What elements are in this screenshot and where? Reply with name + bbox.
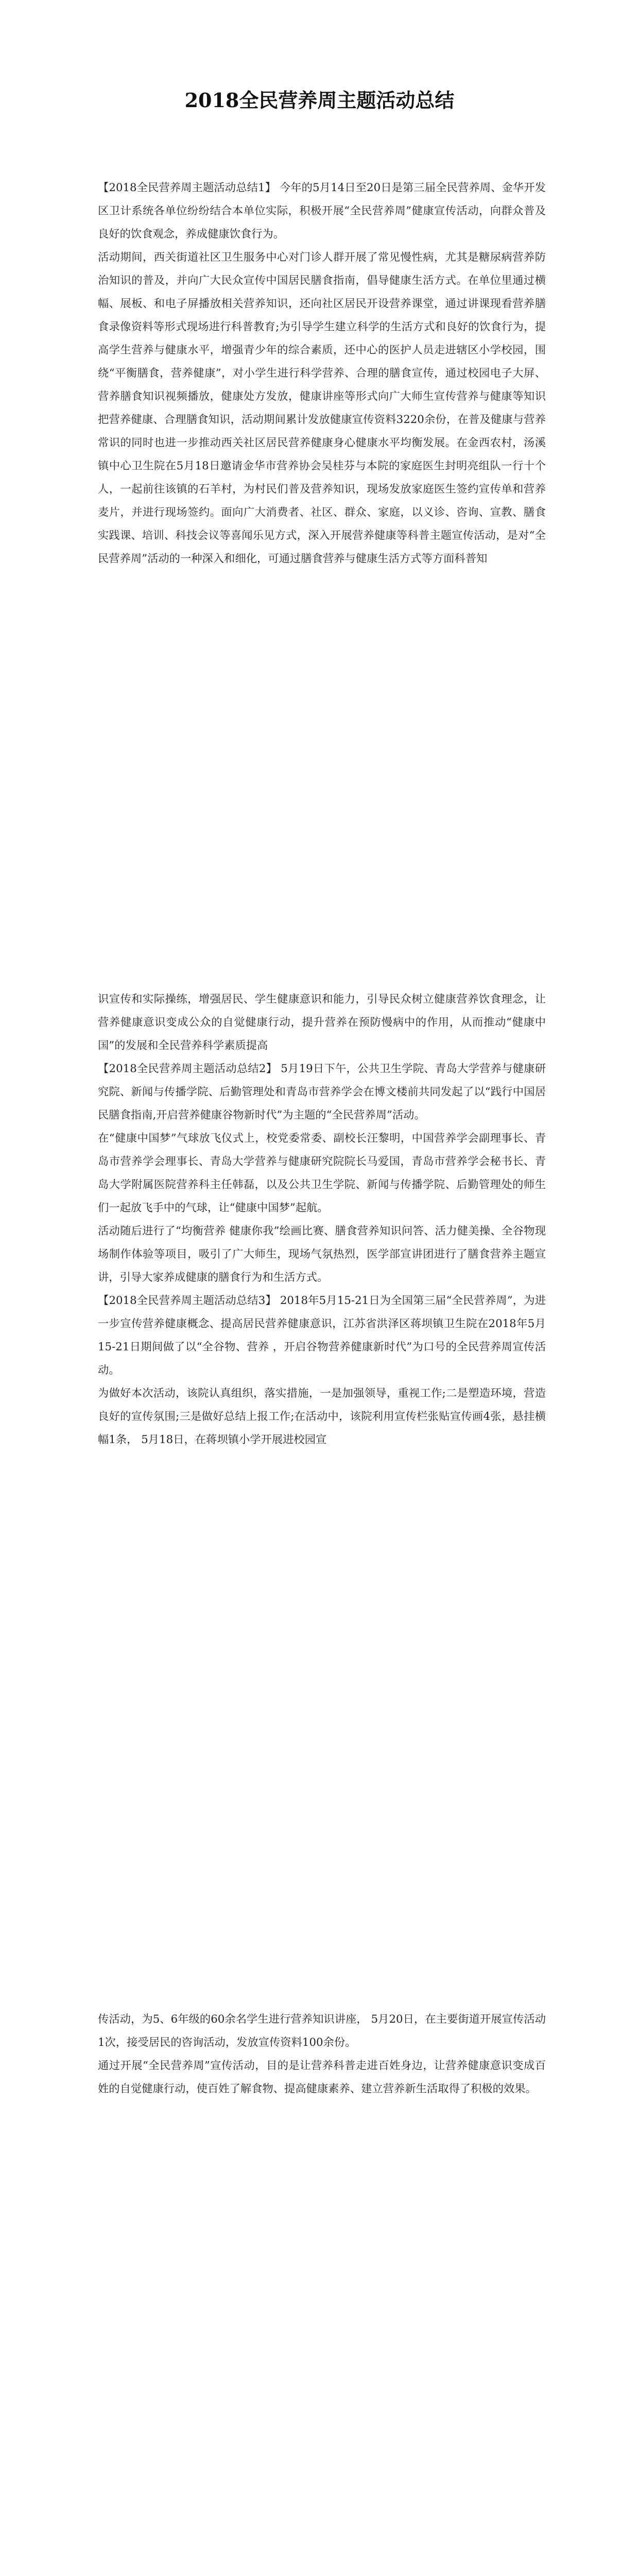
paragraph: 【2018全民营养周主题活动总结3】 2018年5月15-21日为全国第三届“全民营养周”，为进一步宣传营养健康概念、提高居民营养健康意识，江苏省洪泽区蒋坝镇卫生院在2018年5月15-21日期间做了以“全谷物、营养 ，开启谷物营养健康新时代”为口号的全民营养周宣传活动。: [98, 1294, 546, 1377]
paragraph: 【2018全民营养周主题活动总结2】 5月19日下午，公共卫生学院、青岛大学营养与健康研究院、新闻与传播学院、后勤管理处和青岛市营养学会在博文楼前共同发起了以“践行中国居民膳食指南,开启营养健康谷物新时代”为主题的“全民营养周”活动。: [98, 1062, 546, 1122]
document-section-page-3: [98, 2008, 546, 2100]
paragraph: 活动期间，西关街道社区卫生服务中心对门诊人群开展了常见慢性病，尤其是糖尿病营养防治知识的普及，并向广大民众宣传中国居民膳食指南，倡导健康生活方式。在单位里通过横幅、展板、和电子屏播放相关营养知识，还向社区居民开设营养课堂，通过讲课现看营养膳食录像资料等形式现场进行科普教育;为引导学生建立科学的生活方式和良好的饮食行为，提高学生营养与健康水平，增强青少年的综合素质，还中心的医护人员走进辖区小学校园，围绕“平衡膳食，营养健康”，对小学生进行科学营养、合理的膳食宣传，通过校园电子大屏、营养膳食知识视频播放，健康处方发放，健康讲座等形式向广大师生宣传营养与健康等知识把营养健康、合理膳食知识，活动期间累计发放健康宣传资料3220余份，在普及健康与营养常识的同时也进一步推动西关社区居民营养健康身心健康水平均衡发展。在金西农村，汤溪镇中心卫生院在5月18日邀请金华市营养协会吴桂芬与本院的家庭医生封明亮组队一行十个人，一起前往该镇的石羊村，为村民们普及营养知识，现场发放家庭医生签约宣传单和营养麦片，并进行现场签约。面向广大消费者、社区、群众、家庭，以义诊、咨询、宣教、膳食实践课、培训、科技会议等喜闻乐见方式，深入开展营养健康等科普主题宣传活动，是对“全民营养周”活动的一种深入和细化，可通过膳食营养与健康生活方式等方面科普知: [98, 251, 546, 565]
paragraph: 通过开展“全民营养周”宣传活动，目的是让营养科普走进百姓身边，让营养健康意识变成百姓的自觉健康行动，使百姓了解食物、提高健康素养、建立营养新生活取得了积极的效果。: [98, 2059, 546, 2095]
paragraph: 在“健康中国梦”气球放飞仪式上，校党委常委、副校长汪黎明，中国营养学会副理事长、青岛市营养学会理事长、青岛大学营养与健康研究院院长马爱国，青岛市营养学会秘书长、青岛大学附属医院营养科主任韩磊，以及公共卫生学院、新闻与传播学院、后勤管理处的师生们一起放飞手中的气球，让“健康中国梦”起航。: [98, 1132, 546, 1214]
paragraph: 【2018全民营养周主题活动总结1】 今年的5月14日至20日是第三届全民营养周、金华开发区卫计系统各单位纷纷结合本单位实际，积极开展“全民营养周”健康宣传活动，向群众普及良好的饮食观念，养成健康饮食行为。: [98, 181, 546, 241]
paragraph: 传活动，为5、6年级的60余名学生进行营养知识讲座， 5月20日，在主要街道开展宣传活动1次，接受居民的咨询活动，发放宣传资料100余份。: [98, 2013, 546, 2049]
document-section-page-2: [98, 988, 546, 1451]
paragraph: 识宣传和实际操练，增强居民、学生健康意识和能力，引导民众树立健康营养饮食理念，让营养健康意识变成公众的自觉健康行动，提升营养在预防慢病中的作用，从而推动“健康中国”的发展和全民营养科学素质提高: [98, 993, 546, 1052]
document-section-page-1: [98, 176, 546, 570]
paragraph: 活动随后进行了“均衡营养 健康你我”绘画比赛、膳食营养知识问答、活力健美操、全谷物现场制作体验等项目，吸引了广大师生，现场气氛热烈，医学部宣讲团进行了膳食营养主题宣讲，引导大家养成健康的膳食行为和生活方式。: [98, 1225, 546, 1284]
document-title: 2018全民营养周主题活动总结: [184, 89, 455, 112]
paragraph: 为做好本次活动，该院认真组织，落实措施，一是加强领导，重视工作;二是塑造环境，营造良好的宣传氛围;三是做好总结上报工作;在活动中，该院利用宣传栏张贴宣传画4张，悬挂横幅1条， 5月18日，在蒋坝镇小学开展进校园宣: [98, 1387, 546, 1446]
